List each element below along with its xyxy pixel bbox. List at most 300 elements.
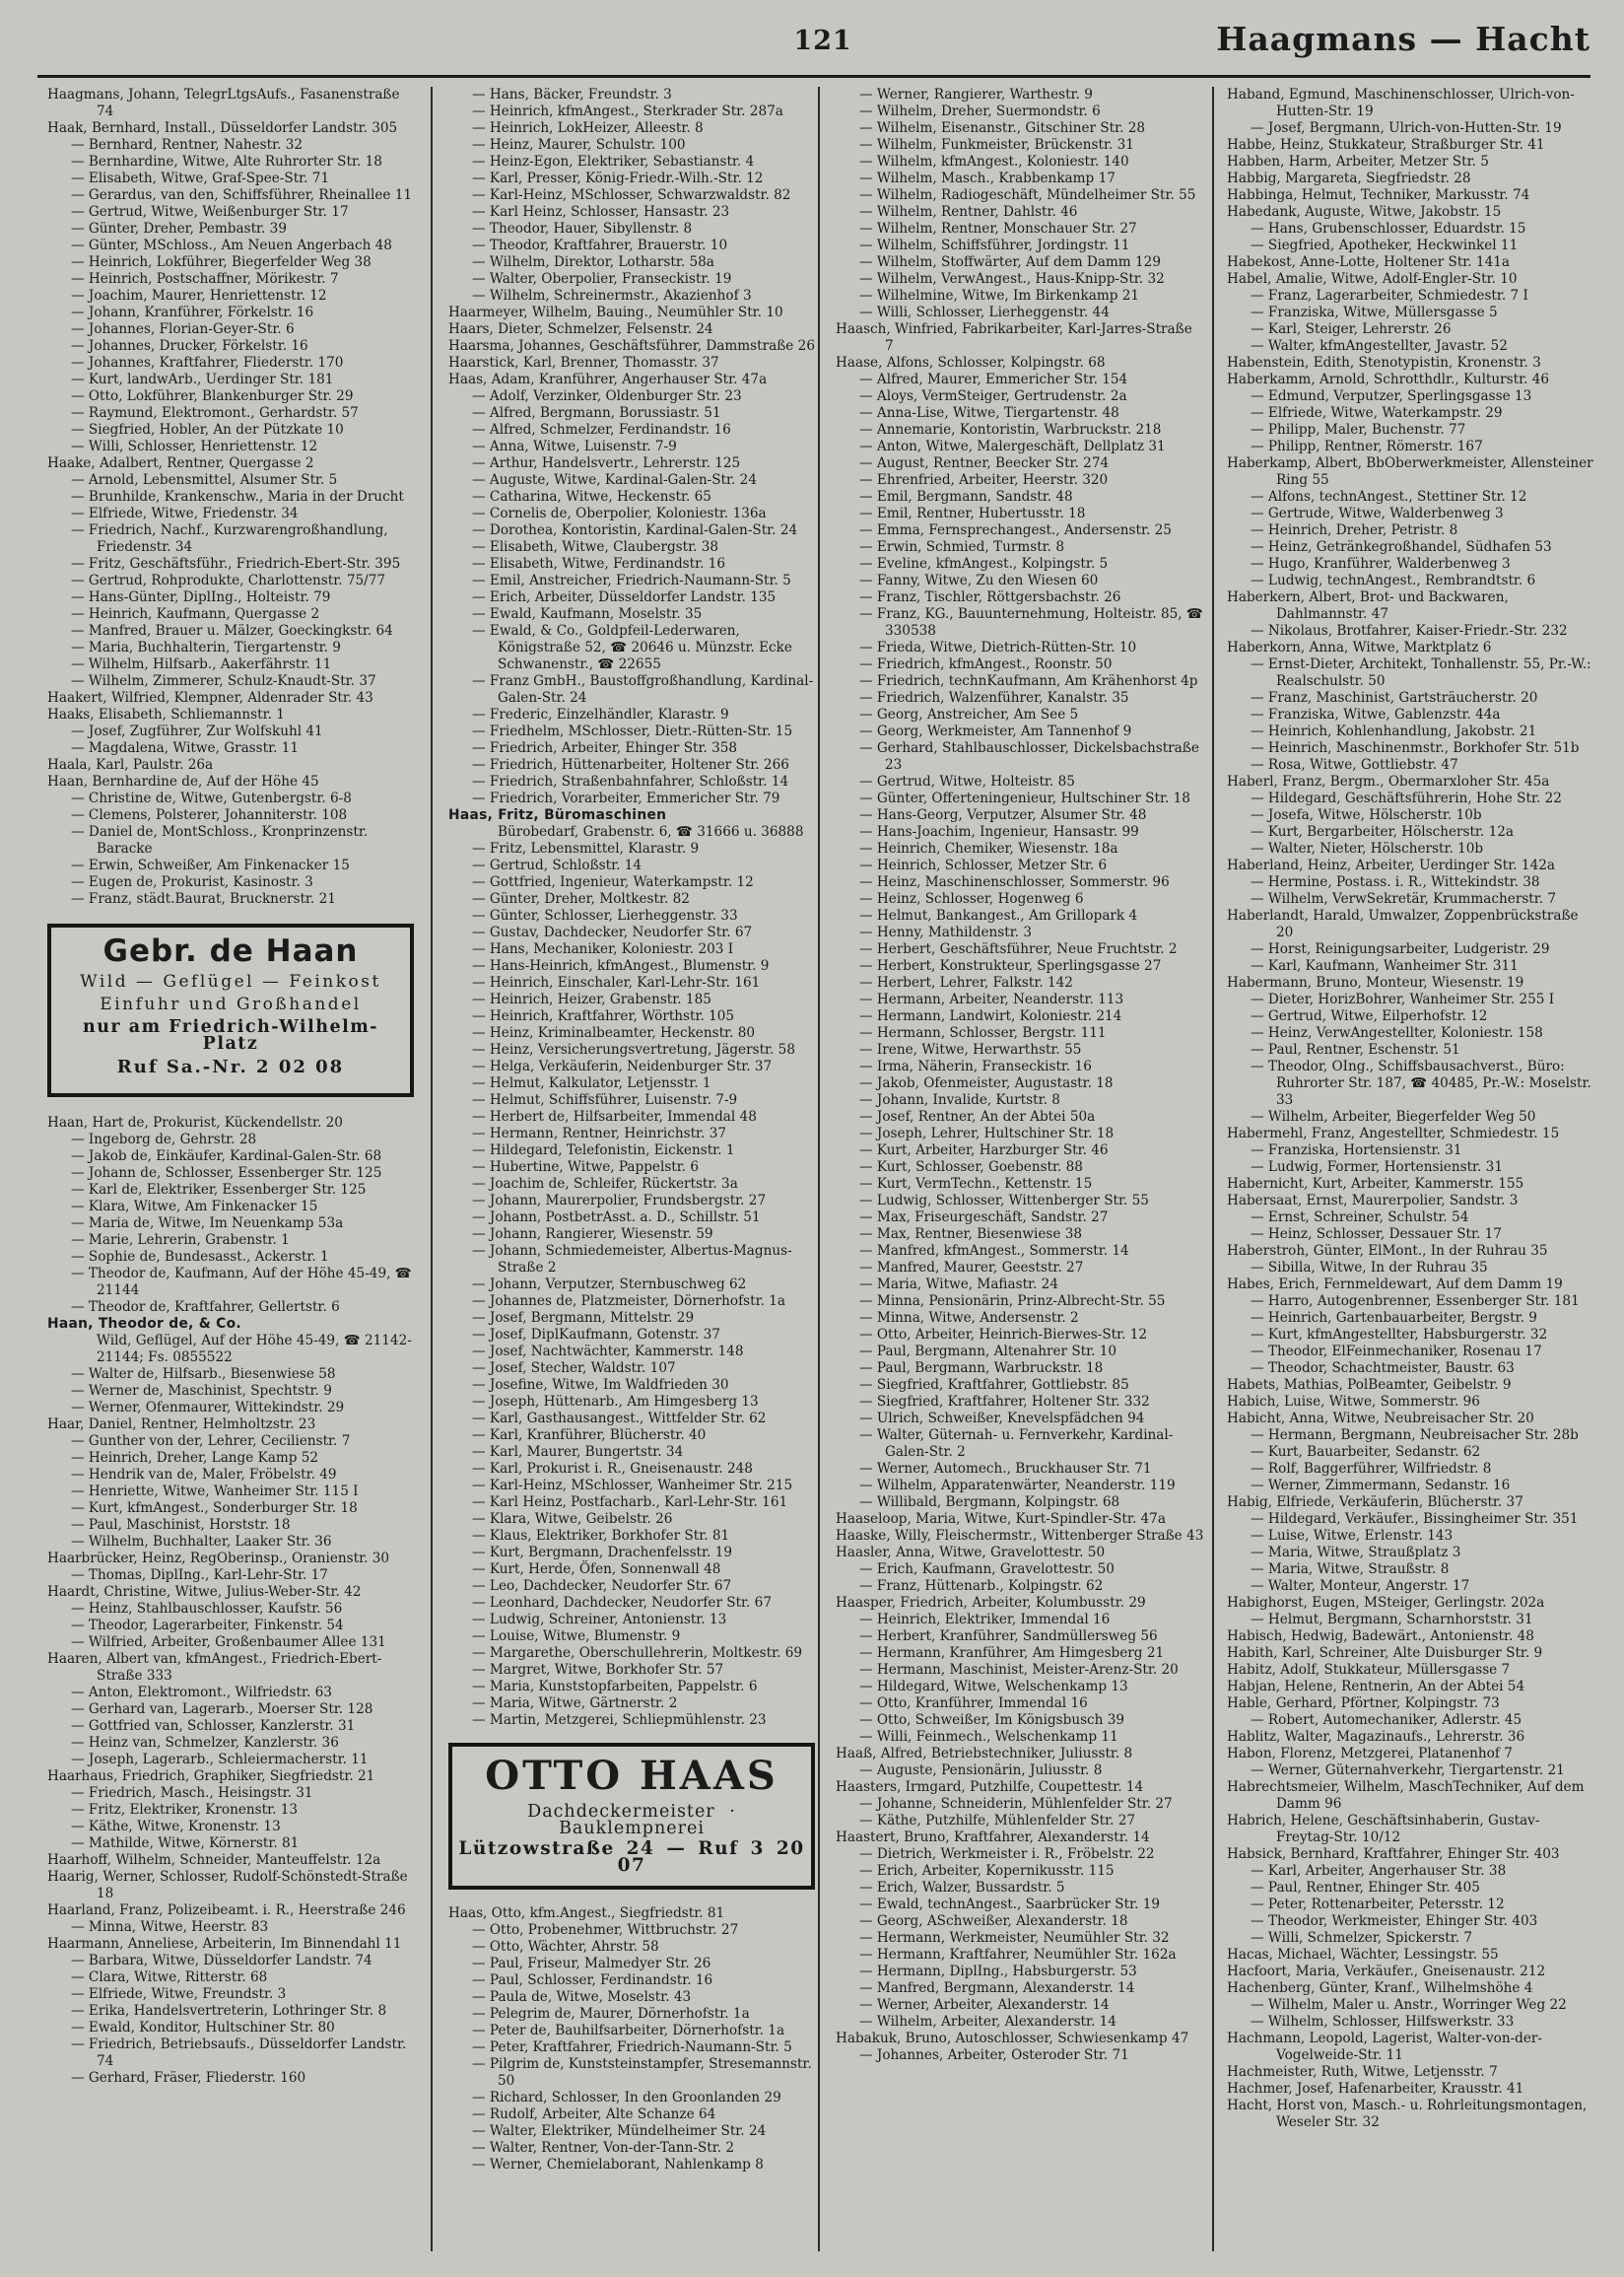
directory-entry: — Helmut, Schiffsführer, Luisenstr. 7-9 [472, 1092, 738, 1108]
directory-entry: — Luise, Witwe, Erlenstr. 143 [1251, 1528, 1454, 1544]
directory-entry: Haberkorn, Anna, Witwe, Marktplatz 6 [1227, 640, 1492, 656]
directory-entry: — Günter, Schlosser, Lierheggenstr. 33 [472, 908, 738, 924]
directory-entry: — Heinrich, Postschaffner, Mörikestr. 7 [71, 271, 339, 287]
directory-entry: — Wilhelm, Direktor, Lotharstr. 58a [472, 254, 714, 270]
directory-entry: — Friedrich, Walzenführer, Kanalstr. 35 [859, 690, 1129, 706]
directory-entry: — Henriette, Witwe, Wanheimer Str. 115 I [71, 1484, 359, 1499]
directory-entry: — Jakob de, Einkäufer, Kardinal-Galen-Str. 68 [71, 1148, 382, 1164]
directory-entry: Haasper, Friedrich, Arbeiter, Kolumbusstr. 29 [836, 1595, 1146, 1611]
directory-entry: — Willi, Schlosser, Lierheggenstr. 44 [859, 305, 1110, 320]
directory-entry: — Manfred, Brauer u. Mälzer, Goeckingkstr. 64 [71, 623, 393, 639]
column-divider-3 [1212, 87, 1214, 2251]
directory-entry: — Hildegard, Geschäftsführerin, Hohe Str. 22 [1251, 791, 1562, 806]
directory-entry: — Ulrich, Schweißer, Knevelspfädchen 94 [859, 1411, 1145, 1426]
directory-entry: — Gottfried, Ingenieur, Waterkampstr. 12 [472, 874, 754, 890]
directory-entry: Haase, Alfons, Schlosser, Kolpingstr. 68 [836, 355, 1106, 371]
directory-entry-company [47, 1316, 416, 1366]
directory-entry: Habets, Mathias, PolBeamter, Geibelstr. 9 [1227, 1377, 1512, 1393]
directory-entry: — Wilhelm, Eisenanstr., Gitschiner Str. 28 [859, 120, 1146, 136]
directory-entry: — Minna, Pensionärin, Prinz-Albrecht-Str. 55 [859, 1293, 1166, 1309]
directory-entry: — Elisabeth, Witwe, Graf-Spee-Str. 71 [71, 171, 330, 186]
directory-entry: — Heinz, Versicherungsvertretung, Jägerstr. 58 [472, 1042, 795, 1058]
ad-line: Gebr. de Haan [102, 933, 359, 969]
directory-entry: — Hugo, Kranführer, Walderbenweg 3 [1251, 556, 1511, 572]
directory-entry: — Heinrich, Lokführer, Biegerfelder Weg 38 [71, 254, 372, 270]
directory-entry: — Peter de, Bauhilfsarbeiter, Dörnerhofstr. 1a [472, 2023, 785, 2038]
column-4 [1227, 87, 1593, 2131]
directory-entry: — Emma, Fernsprechangest., Andersenstr. 25 [859, 522, 1172, 538]
column-divider-1 [431, 87, 433, 2251]
directory-entry: — Herbert, Konstrukteur, Sperlingsgasse 27 [859, 958, 1162, 974]
directory-entry: — Walter, Rentner, Von-der-Tann-Str. 2 [472, 2140, 734, 2156]
directory-entry: Haaske, Willy, Fleischermstr., Wittenberger Straße 43 [836, 1528, 1204, 1544]
directory-entry: — Herbert de, Hilfsarbeiter, Immendal 48 [472, 1109, 757, 1125]
directory-entry: — Joachim, Maurer, Henriettenstr. 12 [71, 288, 327, 304]
directory-entry: — Helmut, Kalkulator, Letjensstr. 1 [472, 1075, 711, 1091]
directory-entry: — Günter, MSchloss., Am Neuen Angerbach 48 [71, 238, 392, 253]
directory-entry: — Walter, Nieter, Hölscherstr. 10b [1251, 841, 1484, 857]
directory-entry: — Ewald, Kaufmann, Moselstr. 35 [472, 606, 703, 622]
directory-entry: — Otto, Probenehmer, Wittbruchstr. 27 [472, 1922, 739, 1938]
directory-entry: — Heinrich, Heizer, Grabenstr. 185 [472, 992, 711, 1007]
directory-entry: Haarstick, Karl, Brenner, Thomasstr. 37 [448, 355, 719, 371]
directory-entry: — Heinz, Getränkegroßhandel, Südhafen 53 [1251, 539, 1552, 555]
directory-entry: — Walter, Oberpolier, Franseckistr. 19 [472, 271, 732, 287]
directory-entry: Habernicht, Kurt, Arbeiter, Kammerstr. 155 [1227, 1176, 1524, 1192]
directory-entry: — Wilhelmine, Witwe, Im Birkenkamp 21 [859, 288, 1140, 304]
directory-entry: — Frieda, Witwe, Dietrich-Rütten-Str. 10 [859, 640, 1137, 656]
directory-entry: — Wilhelm, Maler u. Anstr., Worringer Weg 22 [1251, 1997, 1567, 2013]
directory-entry: Hablitz, Walter, Magazinaufs., Lehrerstr. 36 [1227, 1729, 1525, 1745]
directory-entry: Haberkamm, Arnold, Schrotthdlr., Kulturstr. 46 [1227, 372, 1550, 387]
directory-entry: — Johanne, Schneiderin, Mühlenfelder Str. 27 [859, 1796, 1173, 1812]
directory-entry: — Heinrich, Maschinenmstr., Borkhofer Str. 51b [1251, 740, 1580, 756]
directory-entry: — Alfred, Maurer, Emmericher Str. 154 [859, 372, 1128, 387]
ad-line: Lützowstraße 24 — Ruf 3 20 07 [458, 1838, 805, 1876]
directory-entry: Hacfoort, Maria, Verkäufer., Gneisenaustr. 212 [1227, 1964, 1546, 1979]
directory-entry: — Irma, Näherin, Franseckistr. 16 [859, 1059, 1092, 1074]
directory-entry: — Marie, Lehrerin, Grabenstr. 1 [71, 1232, 290, 1248]
directory-entry: — Sophie de, Bundesasst., Ackerstr. 1 [71, 1249, 329, 1265]
directory-entry: — Maria de, Witwe, Im Neuenkamp 53a [71, 1215, 344, 1231]
directory-entry: — Erich, Arbeiter, Kopernikusstr. 115 [859, 1863, 1115, 1879]
directory-entry: — Hans, Bäcker, Freundstr. 3 [472, 87, 672, 103]
directory-entry: — Hermann, Arbeiter, Neanderstr. 113 [859, 992, 1124, 1007]
directory-entry: — Max, Friseurgeschäft, Sandstr. 27 [859, 1209, 1109, 1225]
directory-entry: — Wilhelm, Apparatenwärter, Neanderstr. 119 [859, 1478, 1176, 1493]
directory-entry: — Elisabeth, Witwe, Claubergstr. 38 [472, 539, 719, 555]
directory-entry: — Hermann, Bergmann, Neubreisacher Str. 28b [1251, 1427, 1579, 1443]
directory-entry: — Wilhelm, Dreher, Suermondstr. 6 [859, 104, 1101, 119]
directory-entry: — Hermann, Rentner, Heinrichstr. 37 [472, 1126, 727, 1141]
directory-entry: — Karl-Heinz, MSchlosser, Schwarzwaldstr. 82 [472, 187, 791, 203]
directory-entry: — Irene, Witwe, Herwarthstr. 55 [859, 1042, 1082, 1058]
directory-entry: — Franz, Lagerarbeiter, Schmiedestr. 7 I [1251, 288, 1528, 304]
directory-entry: — Josef, Rentner, An der Abtei 50a [859, 1109, 1096, 1125]
directory-entry: — Käthe, Putzhilfe, Mühlenfelder Str. 27 [859, 1813, 1136, 1828]
directory-entry: — Friedrich, Nachf., Kurzwarengroßhandlung, Friedenstr. 34 [71, 522, 388, 555]
directory-entry: Habitz, Adolf, Stukkateur, Müllersgasse 7 [1227, 1662, 1511, 1678]
directory-entry: Haardt, Christine, Witwe, Julius-Weber-Str. 42 [47, 1584, 362, 1600]
directory-entry: — Wilhelm, Zimmerer, Schulz-Knaudt-Str. 37 [71, 673, 376, 689]
directory-entry: — Erika, Handelsvertreterin, Lothringer Str. 8 [71, 2003, 387, 2019]
directory-entry: — Willibald, Bergmann, Kolpingstr. 68 [859, 1494, 1120, 1510]
directory-entry: — Gertrud, Schloßstr. 14 [472, 858, 643, 873]
directory-entry: Haarmeyer, Wilhelm, Bauing., Neumühler Str. 10 [448, 305, 783, 320]
directory-entry: Habrich, Helene, Geschäftsinhaberin, Gustav-Freytag-Str. 10/12 [1227, 1813, 1540, 1845]
directory-entry: — Johann, PostbetrAsst. a. D., Schillstr. 51 [472, 1209, 761, 1225]
directory-entry: Haaß, Alfred, Betriebstechniker, Juliusstr. 8 [836, 1746, 1133, 1761]
directory-entry: — Josef, Zugführer, Zur Wolfskuhl 41 [71, 724, 323, 739]
directory-entry: — Maria, Buchhalterin, Tiergartenstr. 9 [71, 640, 341, 656]
directory-entry: — Dieter, HorizBohrer, Wanheimer Str. 255 I [1251, 992, 1555, 1007]
directory-entry: — Wilhelm, Buchhalter, Laaker Str. 36 [71, 1534, 332, 1550]
directory-entry: — Willi, Schlosser, Henriettenstr. 12 [71, 439, 318, 454]
directory-entry: Hable, Gerhard, Pförtner, Kolpingstr. 73 [1227, 1695, 1500, 1711]
directory-entry: — Johannes, Arbeiter, Osteroder Str. 71 [859, 2047, 1129, 2063]
directory-entry: — Hermann, Kranführer, Am Himgesberg 21 [859, 1645, 1165, 1661]
directory-entry: — Theodor de, Kaufmann, Auf der Höhe 45-49, ☎ 21144 [71, 1266, 412, 1298]
directory-entry: — Theodor, Lagerarbeiter, Finkenstr. 54 [71, 1618, 344, 1633]
directory-entry: Haakert, Wilfried, Klempner, Aldenrader Str. 43 [47, 690, 373, 706]
directory-entry: Habedank, Auguste, Witwe, Jakobstr. 15 [1227, 204, 1502, 220]
directory-entry: — Philipp, Maler, Buchenstr. 77 [1251, 422, 1466, 438]
directory-entry: Hachenberg, Günter, Kranf., Wilhelmshöhe 4 [1227, 1980, 1533, 1996]
directory-entry: — Fanny, Witwe, Zu den Wiesen 60 [859, 573, 1099, 588]
directory-entry: Haastert, Bruno, Kraftfahrer, Alexanderstr. 14 [836, 1829, 1150, 1845]
directory-entry: — Wilhelm, Masch., Krabbenkamp 17 [859, 171, 1116, 186]
directory-entry: — Willi, Schmelzer, Spickerstr. 7 [1251, 1930, 1472, 1946]
directory-entry: Haas, Adam, Kranführer, Angerhauser Str. 47a [448, 372, 768, 387]
directory-entry: — Richard, Schlosser, In den Groonlanden 29 [472, 2090, 781, 2105]
directory-entry: — Heinrich, Dreher, Lange Kamp 52 [71, 1450, 319, 1466]
directory-entry: — Siegfried, Kraftfahrer, Holtener Str. 332 [859, 1394, 1150, 1410]
directory-entry: — Käthe, Witwe, Kronenstr. 13 [71, 1819, 281, 1834]
directory-entry: Hachmer, Josef, Hafenarbeiter, Krausstr. 41 [1227, 2081, 1524, 2097]
directory-entry: — Werner, Zimmermann, Sedanstr. 16 [1251, 1478, 1511, 1493]
directory-entry: Haarmann, Anneliese, Arbeiterin, Im Binnendahl 11 [47, 1936, 402, 1952]
directory-entry: — Herbert, Kranführer, Sandmüllersweg 56 [859, 1628, 1158, 1644]
directory-entry: — Karl, Maurer, Bungertstr. 34 [472, 1444, 684, 1460]
directory-entry: Haarhoff, Wilhelm, Schneider, Manteuffelstr. 12a [47, 1852, 381, 1868]
directory-entry: — Clara, Witwe, Ritterstr. 68 [71, 1969, 268, 1985]
directory-entry: — Wilhelm, Schlosser, Hilfswerkstr. 33 [1251, 2014, 1515, 2030]
directory-entry: — Werner, Chemielaborant, Nahlenkamp 8 [472, 2157, 764, 2173]
directory-entry: — Paul, Bergmann, Warbruckstr. 18 [859, 1360, 1104, 1376]
directory-entry: Habisch, Hedwig, Badewärt., Antonienstr. 48 [1227, 1628, 1534, 1644]
directory-entry: Haband, Egmund, Maschinenschlosser, Ulrich-von-Hutten-Str. 19 [1227, 87, 1575, 119]
directory-entry: — Johannes, Florian-Geyer-Str. 6 [71, 321, 295, 337]
directory-entry: — Hermann, Kraftfahrer, Neumühler Str. 162a [859, 1947, 1177, 1963]
directory-entry: — Theodor, Kraftfahrer, Brauerstr. 10 [472, 238, 728, 253]
directory-entry: — Heinrich, Chemiker, Wiesenstr. 18a [859, 841, 1118, 857]
directory-entry: Haberlandt, Harald, Umwalzer, Zoppenbrückstraße 20 [1227, 908, 1579, 940]
directory-entry: Habermehl, Franz, Angestellter, Schmiedestr. 15 [1227, 1126, 1560, 1141]
directory-entry: — Minna, Witwe, Heerstr. 83 [71, 1919, 269, 1935]
directory-entry: — Walter, Güternah- u. Fernverkehr, Kardinal-Galen-Str. 2 [859, 1427, 1174, 1460]
directory-entry: Haaseloop, Maria, Witwe, Kurt-Spindler-Str. 47a [836, 1511, 1166, 1527]
directory-entry: — Wilhelm, VerwSekretär, Krummacherstr. 7 [1251, 891, 1557, 907]
directory-entry: — Heinrich, Kohlenhandlung, Jakobstr. 21 [1251, 724, 1537, 739]
directory-entry: — Siegfried, Kraftfahrer, Gottliebstr. 85 [859, 1377, 1129, 1393]
ad-otto-haas [448, 1743, 815, 1890]
directory-entry: Habbig, Margareta, Siegfriedstr. 28 [1227, 171, 1471, 186]
directory-entry: — Ludwig, Former, Hortensienstr. 31 [1251, 1159, 1503, 1175]
directory-entry: — Martin, Metzgerei, Schliepmühlenstr. 23 [472, 1712, 767, 1728]
directory-entry: — Peter, Kraftfahrer, Friedrich-Naumann-Str. 5 [472, 2039, 792, 2055]
directory-entry: — Paul, Friseur, Malmedyer Str. 26 [472, 1956, 711, 1971]
directory-entry: — Friedrich, Arbeiter, Ehinger Str. 358 [472, 740, 738, 756]
directory-entry: — Theodor, Schachtmeister, Baustr. 63 [1251, 1360, 1515, 1376]
directory-entry: Haan, Bernhardine de, Auf der Höhe 45 [47, 774, 319, 790]
directory-entry: — Johannes de, Platzmeister, Dörnerhofstr. 1a [472, 1293, 785, 1309]
directory-entry: Habermann, Bruno, Monteur, Wiesenstr. 19 [1227, 975, 1524, 991]
directory-entry: — Bernhard, Rentner, Nahestr. 32 [71, 137, 304, 153]
directory-entry: — Günter, Offerteningenieur, Hultschiner Str. 18 [859, 791, 1190, 806]
directory-entry: — Friedrich, Hüttenarbeiter, Holtener Str. 266 [472, 757, 789, 773]
directory-entry: — Fritz, Elektriker, Kronenstr. 13 [71, 1802, 299, 1818]
directory-entry: — Sibilla, Witwe, In der Ruhrau 35 [1251, 1260, 1488, 1276]
directory-entry: — Theodor, Hauer, Sibyllenstr. 8 [472, 221, 693, 237]
directory-entry: — Heinrich, Einschaler, Karl-Lehr-Str. 161 [472, 975, 761, 991]
directory-entry: — Fritz, Lebensmittel, Klarastr. 9 [472, 841, 700, 857]
directory-entry: — Walter, Monteur, Angerstr. 17 [1251, 1578, 1470, 1594]
directory-entry: — Klara, Witwe, Am Finkenacker 15 [71, 1199, 318, 1214]
directory-entry: — Karl, Gasthausangest., Wittfelder Str. 62 [472, 1411, 767, 1426]
directory-entry: — Josef, Bergmann, Mittelstr. 29 [472, 1310, 695, 1326]
directory-entry: — Nikolaus, Brotfahrer, Kaiser-Friedr.-Str. 232 [1251, 623, 1568, 639]
directory-entry: — Hermann, Schlosser, Bergstr. 111 [859, 1025, 1107, 1041]
directory-entry: — Wilhelm, Arbeiter, Biegerfelder Weg 50 [1251, 1109, 1536, 1125]
directory-entry: — Anna, Witwe, Luisenstr. 7-9 [472, 439, 677, 454]
directory-entry: Hacas, Michael, Wächter, Lessingstr. 55 [1227, 1947, 1499, 1963]
directory-entry: — Heinz, VerwAngestellter, Koloniestr. 158 [1251, 1025, 1543, 1041]
directory-entry: — Günter, Dreher, Moltkestr. 82 [472, 891, 690, 907]
directory-entry: — Karl, Kranführer, Blücherstr. 40 [472, 1427, 707, 1443]
directory-entry: — Ludwig, technAngest., Rembrandtstr. 6 [1251, 573, 1536, 588]
directory-entry: — Willi, Feinmech., Welschenkamp 11 [859, 1729, 1118, 1745]
directory-entry: — Franz, Hüttenarb., Kolpingstr. 62 [859, 1578, 1104, 1594]
directory-entry: — Georg, Anstreicher, Am See 5 [859, 707, 1079, 723]
directory-entry: — Karl, Arbeiter, Angerhauser Str. 38 [1251, 1863, 1507, 1879]
directory-entry: — Paul, Bergmann, Altenahrer Str. 10 [859, 1344, 1117, 1359]
directory-entry: — Hermann, Landwirt, Koloniestr. 214 [859, 1008, 1122, 1024]
directory-entry: — Hans-Joachim, Ingenieur, Hansastr. 99 [859, 824, 1139, 840]
directory-entry: Habighorst, Eugen, MSteiger, Gerlingstr. 202a [1227, 1595, 1545, 1611]
directory-entry: — Hildegard, Witwe, Welschenkamp 13 [859, 1679, 1128, 1694]
directory-entry: Haasters, Irmgard, Putzhilfe, Coupettestr. 14 [836, 1779, 1144, 1795]
directory-entry: — Raymund, Elektromont., Gerhardstr. 57 [71, 405, 359, 421]
directory-entry: — Helmut, Bergmann, Scharnhorststr. 31 [1251, 1612, 1533, 1627]
directory-entry: — Ernst, Schreiner, Schulstr. 54 [1251, 1209, 1469, 1225]
directory-entry: — Auguste, Witwe, Kardinal-Galen-Str. 24 [472, 472, 757, 488]
directory-entry: — Johann, Maurerpolier, Frundsbergstr. 27 [472, 1193, 767, 1208]
directory-entry: Haaks, Elisabeth, Schliemannstr. 1 [47, 707, 285, 723]
directory-entry: — Theodor de, Kraftfahrer, Gellertstr. 6 [71, 1299, 340, 1315]
directory-entry: — Josef, Stecher, Waldstr. 107 [472, 1360, 676, 1376]
directory-entry: — Ingeborg de, Gehrstr. 28 [71, 1132, 257, 1147]
directory-entry: Haarsma, Johannes, Geschäftsführer, Dammstraße 26 [448, 338, 815, 354]
directory-entry: Haake, Adalbert, Rentner, Quergasse 2 [47, 455, 314, 471]
directory-entry: — August, Rentner, Beecker Str. 274 [859, 455, 1110, 471]
directory-entry: — Karl, Prokurist i. R., Gneisenaustr. 248 [472, 1461, 753, 1477]
column-2 [448, 87, 817, 2174]
directory-entry: — Joachim de, Schleifer, Rückertstr. 3a [472, 1176, 738, 1192]
directory-entry: — Johann, Verputzer, Sternbuschweg 62 [472, 1276, 747, 1292]
company-name: Haas, Fritz, Büromaschinen [448, 807, 667, 823]
directory-entry: — Ernst-Dieter, Architekt, Tonhallenstr. 55, Pr.-W.: Realschulstr. 50 [1251, 656, 1591, 689]
directory-entry: — Eugen de, Prokurist, Kasinostr. 3 [71, 874, 313, 890]
directory-entry: — Franziska, Witwe, Müllersgasse 5 [1251, 305, 1498, 320]
directory-entry: — Clemens, Polsterer, Johanniterstr. 108 [71, 807, 348, 823]
directory-entry: — Maria, Kunststopfarbeiten, Pappelstr. 6 [472, 1679, 758, 1694]
company-details: Bürobedarf, Grabenstr. 6, ☎ 31666 u. 36888 [498, 824, 804, 840]
directory-entry: Haas, Otto, kfm.Angest., Siegfriedstr. 81 [448, 1905, 725, 1921]
directory-entry: — Louise, Witwe, Blumenstr. 9 [472, 1628, 681, 1644]
directory-entry: — Kurt, kfmAngestellter, Habsburgerstr. 32 [1251, 1327, 1548, 1343]
directory-entry: — Auguste, Pensionärin, Juliusstr. 8 [859, 1762, 1103, 1778]
directory-entry: — Kurt, Herde, Öfen, Sonnenwall 48 [472, 1561, 721, 1577]
directory-entry: — Walter, Elektriker, Mündelheimer Str. 24 [472, 2123, 767, 2139]
directory-entry: — Mathilde, Witwe, Körnerstr. 81 [71, 1835, 300, 1851]
directory-entry: — Theodor, Werkmeister, Ehinger Str. 403 [1251, 1913, 1538, 1929]
directory-entry: — Kurt, VermTechn., Kettenstr. 15 [859, 1176, 1093, 1192]
directory-entry: — Magdalena, Witwe, Grasstr. 11 [71, 740, 300, 756]
directory-entry: — Harro, Autogenbrenner, Essenberger Str. 181 [1251, 1293, 1580, 1309]
directory-entry: — Friedrich, kfmAngest., Roonstr. 50 [859, 656, 1113, 672]
directory-entry: Haan, Hart de, Prokurist, Kückendellstr. 20 [47, 1115, 343, 1131]
directory-entry: Habig, Elfriede, Verkäuferin, Blücherstr. 37 [1227, 1494, 1523, 1510]
directory-entry: — Helmut, Bankangest., Am Grillopark 4 [859, 908, 1138, 924]
header-rule [37, 75, 1590, 78]
directory-entry: — Helga, Verkäuferin, Neidenburger Str. 37 [472, 1059, 773, 1074]
directory-entry: — Hermine, Postass. i. R., Wittekindstr. 38 [1251, 874, 1540, 890]
directory-entry: — Theodor, OIng., Schiffsbausachverst., Büro: Ruhrorter Str. 187, ☎ 40485, Pr.-W.: Moselstr. 33 [1251, 1059, 1591, 1108]
directory-entry: — Johann de, Schlosser, Essenberger Str. 125 [71, 1165, 382, 1181]
directory-entry: — Wilhelm, Schiffsführer, Jordingstr. 11 [859, 238, 1130, 253]
directory-entry: — Joseph, Hüttenarb., Am Himgesberg 13 [472, 1394, 759, 1410]
directory-entry: — Otto, Kranführer, Immendal 16 [859, 1695, 1088, 1711]
directory-entry: Haars, Dieter, Schmelzer, Felsenstr. 24 [448, 321, 713, 337]
directory-entry: — Kurt, Bauarbeiter, Sedanstr. 62 [1251, 1444, 1481, 1460]
directory-entry: — Franziska, Hortensienstr. 31 [1251, 1142, 1462, 1158]
directory-entry: Haasch, Winfried, Fabrikarbeiter, Karl-Jarres-Straße 7 [836, 321, 1192, 354]
directory-entry: — Arnold, Lebensmittel, Alsumer Str. 5 [71, 472, 338, 488]
directory-entry: — Leonhard, Dachdecker, Neudorfer Str. 67 [472, 1595, 772, 1611]
directory-entry: — Emil, Bergmann, Sandstr. 48 [859, 489, 1073, 505]
directory-entry: — Paul, Rentner, Eschenstr. 51 [1251, 1042, 1460, 1058]
directory-entry: — Franz GmbH., Baustoffgroßhandlung, Kardinal-Galen-Str. 24 [472, 673, 814, 706]
directory-entry: Haasler, Anna, Witwe, Gravelottestr. 50 [836, 1545, 1106, 1560]
directory-entry: Haarbrücker, Heinz, RegOberinsp., Oranienstr. 30 [47, 1551, 390, 1566]
directory-entry: Haar, Daniel, Rentner, Helmholtzstr. 23 [47, 1416, 316, 1432]
directory-entry: — Werner de, Maschinist, Spechtstr. 9 [71, 1383, 332, 1399]
directory-entry: — Daniel de, MontSchloss., Kronprinzenstr. Baracke [71, 824, 369, 857]
directory-entry: — Anton, Elektromont., Wilfriedstr. 63 [71, 1685, 332, 1700]
directory-entry: — Paul, Maschinist, Horststr. 18 [71, 1517, 291, 1533]
directory-entry: — Minna, Witwe, Andersenstr. 2 [859, 1310, 1079, 1326]
directory-entry: Haberl, Franz, Bergm., Obermarxloher Str. 45a [1227, 774, 1550, 790]
directory-entry: Habben, Harm, Arbeiter, Metzer Str. 5 [1227, 154, 1489, 170]
directory-entry: — Franz, Tischler, Röttgersbachstr. 26 [859, 589, 1121, 605]
directory-entry: Haberkern, Albert, Brot- und Backwaren, Dahlmannstr. 47 [1227, 589, 1509, 622]
directory-entry: — Johann, Rangierer, Wiesenstr. 59 [472, 1226, 713, 1242]
directory-entry: — Josef, Bergmann, Ulrich-von-Hutten-Str. 19 [1251, 120, 1562, 136]
ad-line: nur am Friedrich-Wilhelm-Platz [82, 1017, 379, 1054]
directory-entry: — Herbert, Lehrer, Falkstr. 142 [859, 975, 1073, 991]
directory-entry: — Werner, Rangierer, Warthestr. 9 [859, 87, 1093, 103]
directory-entry: — Hans-Georg, Verputzer, Alsumer Str. 48 [859, 807, 1147, 823]
directory-entry: — Franziska, Witwe, Gablenzstr. 44a [1251, 707, 1501, 723]
directory-entry: — Peter, Rottenarbeiter, Petersstr. 12 [1251, 1897, 1505, 1912]
directory-entry: Hacht, Horst von, Masch.- u. Rohrleitungsmontagen, Weseler Str. 32 [1227, 2098, 1588, 2130]
directory-entry: — Herbert, Geschäftsführer, Neue Fruchtstr. 2 [859, 941, 1178, 957]
directory-entry: — Maria, Witwe, Straußplatz 3 [1251, 1545, 1461, 1560]
directory-entry: — Christine de, Witwe, Gutenbergstr. 6-8 [71, 791, 352, 806]
directory-entry: — Eveline, kfmAngest., Kolpingstr. 5 [859, 556, 1109, 572]
directory-entry: — Wilhelm, Arbeiter, Alexanderstr. 14 [859, 2014, 1116, 2030]
directory-entry: — Johannes, Kraftfahrer, Fliederstr. 170 [71, 355, 344, 371]
directory-entry: — Kurt, Schlosser, Goebenstr. 88 [859, 1159, 1083, 1175]
column-3 [836, 87, 1204, 2064]
directory-entry: — Margarethe, Oberschullehrerin, Moltkestr. 69 [472, 1645, 803, 1661]
directory-entry: — Gerhard, Stahlbauschlosser, Dickelsbachstraße 23 [859, 740, 1199, 773]
directory-entry: — Heinrich, kfmAngest., Sterkrader Str. 287a [472, 104, 783, 119]
directory-entry: — Heinrich, LokHeizer, Alleestr. 8 [472, 120, 704, 136]
directory-entry: — Johann, Schmiedemeister, Albertus-Magnus-Straße 2 [472, 1243, 792, 1276]
directory-entry: Habenstein, Edith, Stenotypistin, Kronenstr. 3 [1227, 355, 1541, 371]
directory-entry: — Wilhelm, VerwAngest., Haus-Knipp-Str. 32 [859, 271, 1165, 287]
directory-entry: — Elisabeth, Witwe, Ferdinandstr. 16 [472, 556, 726, 572]
directory-entry: — Alfred, Schmelzer, Ferdinandstr. 16 [472, 422, 731, 438]
directory-entry: — Wilfried, Arbeiter, Großenbaumer Allee 131 [71, 1634, 386, 1650]
directory-entry: — Maria, Witwe, Gärtnerstr. 2 [472, 1695, 678, 1711]
directory-entry: — Alfons, technAngest., Stettiner Str. 12 [1251, 489, 1527, 505]
directory-entry: — Adolf, Verzinker, Oldenburger Str. 23 [472, 388, 742, 404]
directory-entry: — Hildegard, Telefonistin, Eickenstr. 1 [472, 1142, 735, 1158]
directory-entry: — Margret, Witwe, Borkhofer Str. 57 [472, 1662, 724, 1678]
directory-entry: — Siegfried, Hobler, An der Pützkate 10 [71, 422, 344, 438]
directory-entry: — Catharina, Witwe, Heckenstr. 65 [472, 489, 711, 505]
directory-entry: — Johann, Kranführer, Förkelstr. 16 [71, 305, 314, 320]
company-details: Wild, Geflügel, Auf der Höhe 45-49, ☎ 21142-21144; Fs. 0855522 [97, 1333, 412, 1365]
directory-entry: Haala, Karl, Paulstr. 26a [47, 757, 214, 773]
directory-entry: — Theodor, ElFeinmechaniker, Rosenau 17 [1251, 1344, 1542, 1359]
directory-entry: — Pelegrim de, Maurer, Dörnerhofstr. 1a [472, 2006, 750, 2022]
directory-entry: — Walter, kfmAngestellter, Javastr. 52 [1251, 338, 1508, 354]
directory-entry: — Karl Heinz, Schlosser, Hansastr. 23 [472, 204, 730, 220]
directory-entry: — Josefa, Witwe, Hölscherstr. 10b [1251, 807, 1482, 823]
directory-entry: — Klara, Witwe, Geibelstr. 26 [472, 1511, 673, 1527]
directory-entry: — Otto, Schweißer, Im Königsbusch 39 [859, 1712, 1125, 1728]
directory-entry: — Emil, Rentner, Hubertusstr. 18 [859, 506, 1086, 521]
directory-entry: — Manfred, Maurer, Geeststr. 27 [859, 1260, 1084, 1276]
directory-entry: — Maria, Witwe, Straußstr. 8 [1251, 1561, 1450, 1577]
directory-entry: — Kurt, Bergarbeiter, Hölscherstr. 12a [1251, 824, 1514, 840]
directory-entry: Hachmeister, Ruth, Witwe, Letjensstr. 7 [1227, 2064, 1498, 2080]
directory-entry: — Franz, städt.Baurat, Brucknerstr. 21 [71, 891, 336, 907]
directory-entry: — Pilgrim de, Kunststeinstampfer, Stresemannstr. 50 [472, 2056, 812, 2089]
directory-entry: — Siegfried, Apotheker, Heckwinkel 11 [1251, 238, 1519, 253]
directory-entry: — Friedhelm, MSchlosser, Dietr.-Rütten-Str. 15 [472, 724, 793, 739]
directory-entry: — Leo, Dachdecker, Neudorfer Str. 67 [472, 1578, 732, 1594]
directory-entry: — Georg, ASchweißer, Alexanderstr. 18 [859, 1913, 1128, 1929]
directory-entry: — Manfred, kfmAngest., Sommerstr. 14 [859, 1243, 1129, 1259]
directory-entry: Habicht, Anna, Witwe, Neubreisacher Str. 20 [1227, 1411, 1534, 1426]
directory-entry: — Jakob, Ofenmeister, Augustastr. 18 [859, 1075, 1114, 1091]
directory-entry: — Gertrud, Witwe, Eilperhofstr. 12 [1251, 1008, 1488, 1024]
directory-entry: — Heinrich, Kraftfahrer, Wörthstr. 105 [472, 1008, 735, 1024]
